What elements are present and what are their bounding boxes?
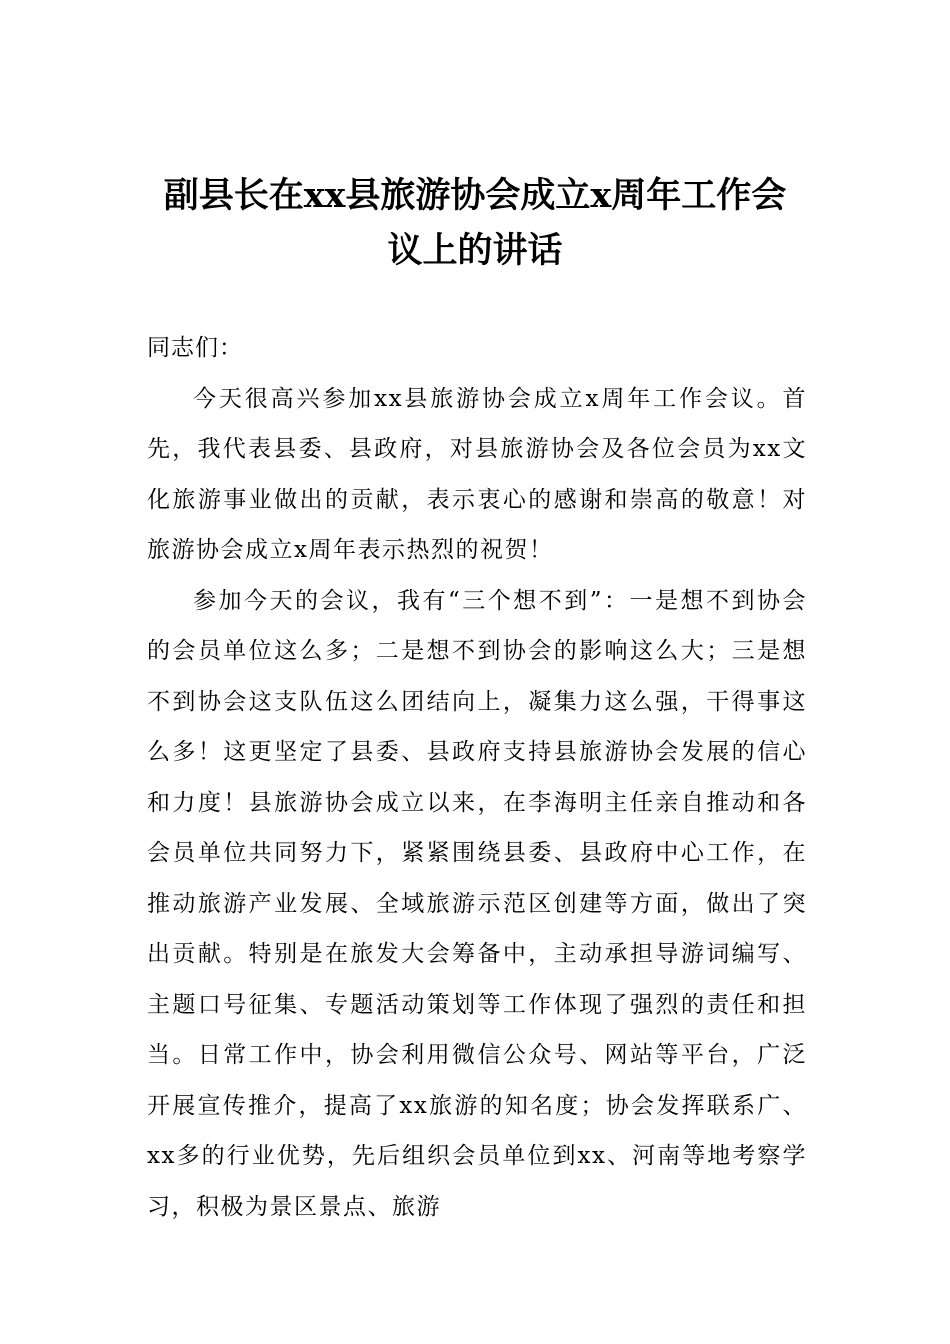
document-body (147, 323, 807, 1232)
title-line-1: 副县长在xx县旅游协会成立x周年工作会 (163, 175, 787, 216)
salutation: 同志们： (147, 335, 243, 361)
paragraph-1: 今天很高兴参加xx县旅游协会成立x周年工作会议。首先，我代表县委、县政府，对县旅游协会及各位会员为xx文化旅游事业做出的贡献，表示衷心的感谢和崇高的敬意！对旅游协会成立x周年表示热烈的祝贺！ (147, 385, 807, 563)
title-line-2: 议上的讲话 (387, 230, 563, 271)
paragraph-2: 参加今天的会议，我有“三个想不到”：一是想不到协会的会员单位这么多；二是想不到协会的影响这么大；三是想不到协会这支队伍这么团结向上，凝集力这么强，干得事这么多！这更坚定了县委、县政府支持县旅游协会发展的信心和力度！县旅游协会成立以来，在李海明主任亲自推动和各会员单位共同努力下，紧紧围绕县委、县政府中心工作，在推动旅游产业发展、全域旅游示范区创建等方面，做出了突出贡献。特别是在旅发大会筹备中，主动承担导游词编写、主题口号征集、专题活动策划等工作体现了强烈的责任和担当。日常工作中，协会利用微信公众号、网站等平台，广泛开展宣传推介，提高了xx旅游的知名度；协会发挥联系广、xx多的行业优势，先后组织会员单位到xx、河南等地考察学习，积极为景区景点、旅游 (147, 587, 807, 1220)
document-title (140, 168, 810, 278)
